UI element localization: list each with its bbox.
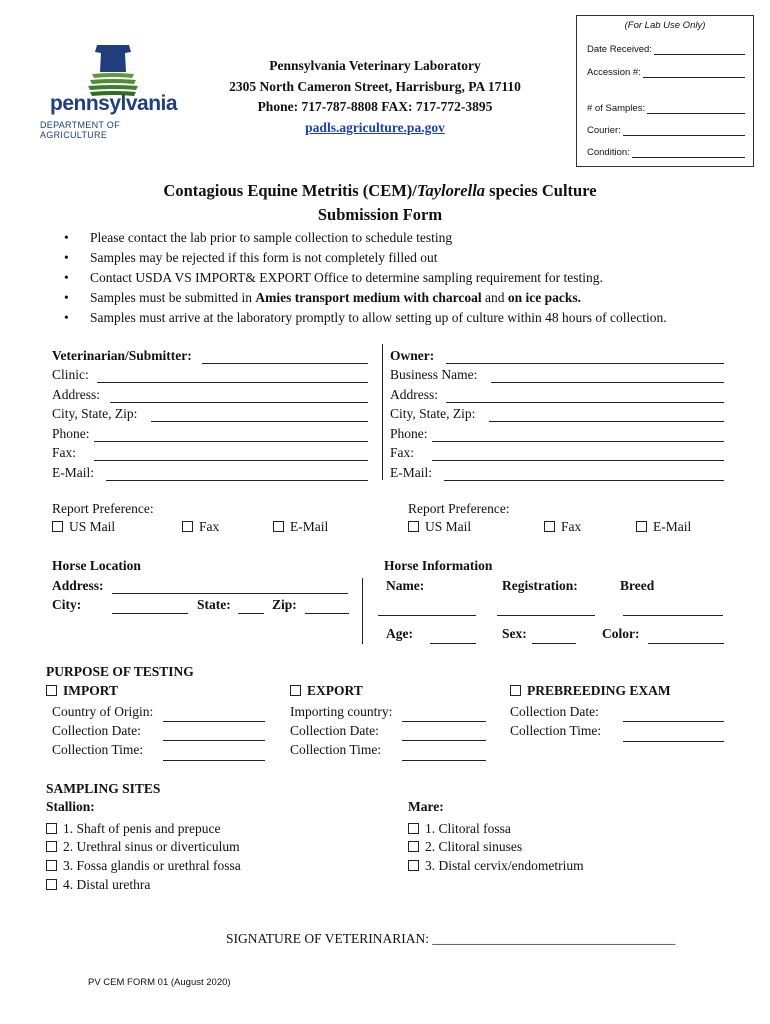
vet-phone-field[interactable] (94, 429, 368, 442)
vet-email-label: E-Mail: (52, 464, 94, 480)
checkbox-icon[interactable] (46, 841, 57, 852)
accession-field[interactable] (643, 68, 745, 78)
checkbox-icon[interactable] (46, 879, 57, 890)
title-italic: Taylorella (416, 181, 486, 200)
owner-email-label: E-Mail: (390, 464, 432, 480)
date-received-field[interactable] (654, 45, 745, 55)
mare-heading: Mare: (408, 799, 444, 814)
purpose-export[interactable]: EXPORT (290, 683, 363, 699)
column-divider (362, 578, 363, 644)
checkbox-icon[interactable] (46, 685, 57, 696)
instructions-list (52, 228, 752, 328)
lab-use-only-box (576, 15, 754, 167)
horse-name-field[interactable] (378, 615, 476, 616)
importing-country-field[interactable] (402, 721, 486, 722)
instruction-item: • Please contact the lab prior to sample collection to schedule testing (52, 228, 752, 248)
instruction-item: • Samples must arrive at the laboratory promptly to allow setting up of culture within 48 hours of collection. (52, 308, 752, 328)
purpose-prebreeding[interactable]: PREBREEDING EXAM (510, 683, 671, 699)
instruction-item: • Contact USDA VS IMPORT& EXPORT Office to determine sampling requirement for testing. (52, 268, 752, 288)
vet-city-field[interactable] (151, 409, 368, 422)
country-origin-field[interactable] (163, 721, 265, 722)
horse-city-label: City: (52, 597, 82, 612)
vet-name-field[interactable] (202, 351, 368, 364)
checkbox-icon[interactable] (636, 521, 647, 532)
horse-zip-label: Zip: (272, 597, 297, 612)
instruction-item: • Samples must be submitted in Amies transport medium with charcoal and on ice packs. (52, 288, 752, 308)
condition-label: Condition: (587, 147, 630, 158)
vet-heading: Veterinarian/Submitter: (52, 347, 192, 363)
horse-registration-field[interactable] (497, 615, 595, 616)
owner-heading: Owner: (390, 347, 435, 363)
logo-wordmark: pennsylvania (50, 92, 178, 115)
export-collection-date-field[interactable] (402, 740, 486, 741)
vet-report-email[interactable]: E-Mail (273, 519, 328, 535)
country-origin-label: Country of Origin: (52, 704, 154, 719)
condition-field[interactable] (632, 148, 745, 158)
checkbox-icon[interactable] (408, 860, 419, 871)
export-collection-time-label: Collection Time: (290, 742, 382, 757)
stallion-site-4[interactable]: 4. Distal urethra (46, 877, 150, 893)
horse-city-field[interactable] (112, 613, 188, 614)
lab-box-title: (For Lab Use Only) (624, 20, 706, 31)
vet-address-field[interactable] (110, 390, 368, 403)
clinic-label: Clinic: (52, 367, 89, 382)
form-title (100, 179, 660, 227)
horse-location-heading: Horse Location (52, 558, 141, 573)
checkbox-icon[interactable] (408, 841, 419, 852)
column-divider (382, 344, 383, 480)
business-label: Business Name: (390, 367, 478, 382)
mare-site-2[interactable]: 2. Clitoral sinuses (408, 839, 522, 855)
lab-phone: Phone: 717-787-8808 FAX: 717-772-3895 (257, 99, 493, 114)
checkbox-icon[interactable] (273, 521, 284, 532)
sampling-heading: SAMPLING SITES (46, 781, 161, 796)
owner-address-field[interactable] (446, 390, 724, 403)
vet-report-fax[interactable]: Fax (182, 519, 219, 535)
vet-city-label: City, State, Zip: (52, 406, 138, 421)
checkbox-icon[interactable] (182, 521, 193, 532)
checkbox-icon[interactable] (290, 685, 301, 696)
horse-zip-field[interactable] (305, 613, 349, 614)
owner-report-preference-label: Report Preference: (408, 501, 510, 516)
owner-name-field[interactable] (446, 351, 724, 364)
form-code: PV CEM FORM 01 (August 2020) (88, 977, 231, 988)
owner-city-field[interactable] (489, 409, 724, 422)
horse-age-label: Age: (386, 626, 413, 641)
samples-count-field[interactable] (647, 104, 745, 114)
horse-color-label: Color: (602, 626, 640, 641)
vet-phone-label: Phone: (52, 425, 90, 441)
importing-country-label: Importing country: (290, 704, 393, 719)
horse-registration-label: Registration: (502, 578, 578, 593)
purpose-heading: PURPOSE OF TESTING (46, 664, 194, 679)
vet-fax-label: Fax: (52, 445, 77, 460)
vet-report-us-mail[interactable]: US Mail (52, 519, 115, 535)
vet-email-field[interactable] (106, 468, 368, 481)
import-collection-date-label: Collection Date: (52, 723, 141, 738)
owner-report-fax[interactable]: Fax (544, 519, 581, 535)
business-field[interactable] (491, 370, 724, 383)
date-received-label: Date Received: (587, 44, 652, 55)
horse-color-field[interactable] (648, 643, 724, 644)
courier-label: Courier: (587, 125, 621, 136)
accession-label: Accession #: (587, 67, 641, 78)
purpose-import[interactable]: IMPORT (46, 683, 118, 699)
import-collection-time-label: Collection Time: (52, 742, 144, 757)
clinic-field[interactable] (97, 370, 368, 383)
samples-count-label: # of Samples: (587, 103, 646, 114)
vet-report-preference-label: Report Preference: (52, 501, 154, 516)
owner-fax-label: Fax: (390, 445, 415, 460)
owner-report-email[interactable]: E-Mail (636, 519, 691, 535)
title-line-2: Submission Form (317, 205, 443, 224)
checkbox-icon[interactable] (408, 823, 419, 834)
checkbox-icon[interactable] (544, 521, 555, 532)
horse-state-field[interactable] (238, 613, 264, 614)
checkbox-icon[interactable] (46, 823, 57, 834)
horse-address-label: Address: (52, 578, 104, 593)
owner-section (390, 344, 724, 481)
export-collection-date-label: Collection Date: (290, 723, 379, 738)
vet-section (52, 344, 368, 481)
lab-name: Pennsylvania Veterinary Laboratory (269, 58, 481, 73)
horse-state-label: State: (197, 597, 231, 612)
owner-phone-label: Phone: (390, 425, 428, 441)
horse-age-field[interactable] (430, 643, 476, 644)
lab-header (210, 56, 540, 138)
owner-city-label: City, State, Zip: (390, 406, 476, 421)
vet-address-label: Address: (52, 386, 100, 402)
checkbox-icon[interactable] (510, 685, 521, 696)
stallion-heading: Stallion: (46, 799, 95, 814)
horse-info-heading: Horse Information (384, 558, 493, 573)
mare-site-3[interactable]: 3. Distal cervix/endometrium (408, 858, 584, 874)
stallion-site-1[interactable]: 1. Shaft of penis and prepuce (46, 821, 220, 837)
horse-sex-label: Sex: (502, 626, 527, 641)
checkbox-icon[interactable] (408, 521, 419, 532)
title-part-1: Contagious Equine Metritis (CEM)/ (163, 181, 417, 200)
horse-address-field[interactable] (112, 593, 348, 594)
mare-site-1[interactable]: 1. Clitoral fossa (408, 821, 511, 837)
vet-fax-field[interactable] (94, 448, 368, 461)
instruction-item: • Samples may be rejected if this form is not completely filled out (52, 248, 752, 268)
prebreeding-collection-time-field[interactable] (623, 741, 724, 742)
checkbox-icon[interactable] (46, 860, 57, 871)
pa-agriculture-logo (40, 42, 188, 140)
owner-address-label: Address: (390, 386, 438, 402)
stallion-site-2[interactable]: 2. Urethral sinus or diverticulum (46, 839, 240, 855)
owner-email-field[interactable] (444, 468, 724, 481)
signature-field[interactable]: SIGNATURE OF VETERINARIAN: ____________________________________ (226, 931, 676, 946)
owner-phone-field[interactable] (432, 429, 724, 442)
export-collection-time-field[interactable] (402, 760, 486, 761)
owner-fax-field[interactable] (432, 448, 724, 461)
lab-website-link[interactable]: padls.agriculture.pa.gov (305, 119, 445, 135)
import-collection-date-field[interactable] (163, 740, 265, 741)
horse-sex-field[interactable] (532, 643, 576, 644)
courier-field[interactable] (623, 126, 745, 136)
prebreeding-collection-date-field[interactable] (623, 721, 724, 722)
checkbox-icon[interactable] (52, 521, 63, 532)
lab-address: 2305 North Cameron Street, Harrisburg, PA 17110 (229, 78, 521, 94)
prebreeding-collection-time-label: Collection Time: (510, 723, 602, 738)
stallion-site-3[interactable]: 3. Fossa glandis or urethral fossa (46, 858, 241, 874)
title-part-2: species Culture (485, 181, 597, 200)
horse-name-label: Name: (386, 578, 425, 593)
logo-department: DEPARTMENT OF AGRICULTURE (40, 120, 120, 140)
import-collection-time-field[interactable] (163, 760, 265, 761)
prebreeding-collection-date-label: Collection Date: (510, 704, 599, 719)
owner-report-us-mail[interactable]: US Mail (408, 519, 471, 535)
horse-breed-label: Breed (620, 578, 655, 593)
horse-breed-field[interactable] (623, 615, 723, 616)
